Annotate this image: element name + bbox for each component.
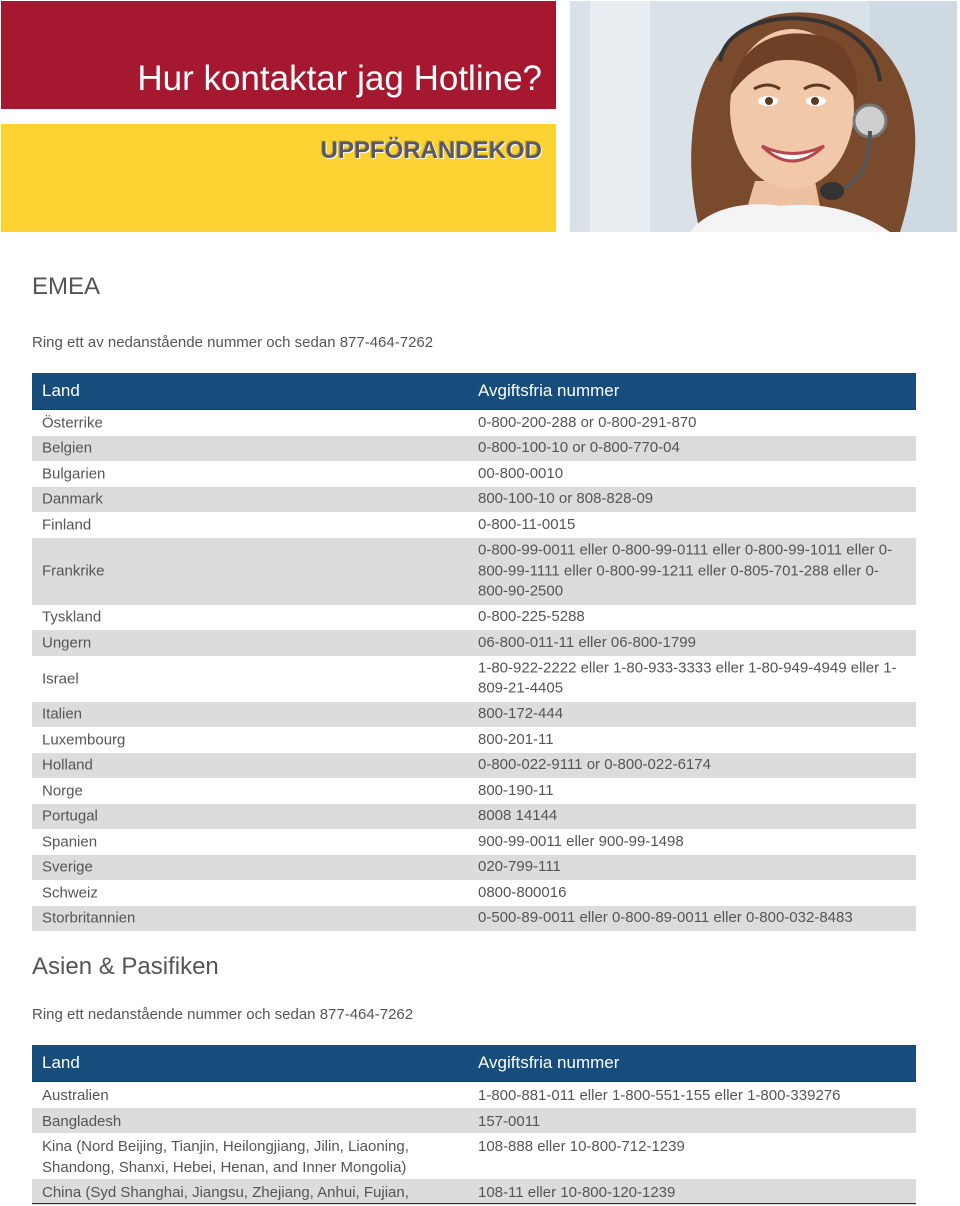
table-row: [32, 1082, 916, 1108]
table-row: [32, 512, 916, 538]
country-cell: Belgien: [42, 439, 93, 457]
toll-free-number-cell: 108-11 eller 10-800-120-1239: [478, 1184, 676, 1201]
toll-free-number-cell: 1-80-922-2222 eller 1-80-933-3333 eller 1-80-949-4949 eller 1-809-21-4405: [478, 659, 897, 697]
column-header-number: Avgiftsfria nummer: [478, 1053, 620, 1072]
country-cell: Sverige: [42, 858, 93, 876]
column-header-country: Land: [42, 1053, 80, 1072]
table-row: [32, 605, 916, 631]
country-cell: Portugal: [42, 807, 98, 825]
country-cell: Australien: [42, 1087, 109, 1104]
table-row: [32, 753, 916, 779]
table-row: [32, 880, 916, 906]
country-cell: Italien: [42, 705, 83, 723]
toll-free-number-cell: 0-800-100-10 or 0-800-770-04: [478, 439, 680, 456]
toll-free-number-cell: 00-800-0010: [478, 464, 564, 482]
toll-free-number-cell: 0-500-89-0011 eller 0-800-89-0011 eller 0-800-032-8483: [478, 909, 853, 926]
table-row: [32, 906, 916, 932]
code-of-conduct-label: UPPFÖRANDEKOD: [320, 137, 542, 164]
emea-table-header: [32, 373, 916, 410]
country-cell: Ungern: [42, 634, 92, 652]
apac-table-header: [32, 1045, 916, 1082]
table-row: [32, 461, 916, 487]
country-cell: Luxembourg: [42, 731, 126, 749]
table-row: [32, 855, 916, 881]
page-title: Hur kontaktar jag Hotline?: [137, 59, 542, 98]
table-row: [32, 1108, 916, 1134]
toll-free-number-cell: 800-190-11: [478, 781, 554, 799]
toll-free-number-cell: 800-100-10 or 808-828-09: [478, 490, 654, 507]
country-cell: Norge: [42, 782, 83, 800]
country-cell: Israel: [42, 670, 79, 687]
toll-free-number-cell: 800-172-444: [478, 705, 564, 722]
toll-free-number-cell: 0-800-200-288 or 0-800-291-870: [478, 413, 697, 431]
emea-table: [32, 373, 916, 931]
support-agent-photo: [570, 1, 957, 232]
table-row: [32, 727, 916, 753]
country-cell: Tyskland: [42, 608, 102, 626]
apac-table-body: [32, 1082, 916, 1205]
table-row: [32, 656, 916, 702]
toll-free-number-cell: 1-800-881-011 eller 1-800-551-155 eller 1-800-339276: [478, 1087, 841, 1104]
country-cell: Spanien: [42, 833, 98, 851]
toll-free-number-cell: 0-800-99-0011 eller 0-800-99-0111 eller 0-800-99-1011 eller 0-800-99-1111 eller 0-800-99-1211 eller 0-805-701-288 eller 0-800-90-2500: [478, 541, 893, 600]
apac-table: [32, 1045, 916, 1205]
country-cell: Bangladesh: [42, 1112, 122, 1130]
table-row: [32, 410, 916, 436]
table-row: [32, 1179, 916, 1205]
table-row: [32, 538, 916, 605]
emea-section-title: EMEA: [32, 273, 101, 300]
country-cell: Storbritannien: [42, 909, 136, 927]
column-header-country: Land: [42, 381, 80, 400]
table-row: [32, 436, 916, 462]
table-row: [32, 702, 916, 728]
table-row: [32, 829, 916, 855]
toll-free-number-cell: 0-800-11-0015: [478, 515, 576, 533]
apac-section-title: Asien & Pasifiken: [32, 953, 219, 980]
country-cell: Österrike: [42, 414, 103, 432]
toll-free-number-cell: 06-800-011-11 eller 06-800-1799: [478, 633, 696, 651]
header-red-banner: [1, 1, 556, 109]
country-cell: Danmark: [42, 490, 103, 508]
toll-free-number-cell: 020-799-111: [478, 858, 561, 875]
toll-free-number-cell: 0-800-225-5288: [478, 608, 585, 625]
country-cell: China (Syd Shanghai, Jiangsu, Zhejiang, Anhui, Fujian,: [42, 1184, 409, 1201]
table-row: [32, 1133, 916, 1179]
toll-free-number-cell: 108-888 eller 10-800-712-1239: [478, 1138, 685, 1155]
column-header-number: Avgiftsfria nummer: [478, 381, 620, 400]
toll-free-number-cell: 900-99-0011 eller 900-99-1498: [478, 832, 684, 850]
toll-free-number-cell: 800-201-11: [478, 730, 554, 748]
table-row: [32, 487, 916, 513]
country-cell: Schweiz: [42, 884, 98, 902]
toll-free-number-cell: 0-800-022-9111 or 0-800-022-6174: [478, 756, 711, 773]
country-cell: Bulgarien: [42, 465, 106, 483]
country-cell: Kina (Nord Beijing, Tianjin, Heilongjiang, Jilin, Liaoning, Shandong, Shanxi, Hebei, Henan, and Inner Mongolia): [42, 1138, 409, 1176]
table-bottom-border: [32, 1203, 916, 1204]
toll-free-number-cell: 8008 14144: [478, 807, 558, 824]
country-cell: Frankrike: [42, 562, 105, 580]
apac-instruction: Ring ett nedanstående nummer och sedan 877-464-7262: [32, 1006, 414, 1023]
table-row: [32, 630, 916, 656]
header-yellow-banner: [1, 124, 556, 232]
toll-free-number-cell: 0800-800016: [478, 883, 567, 901]
country-cell: Holland: [42, 756, 93, 774]
toll-free-number-cell: 157-0011: [478, 1112, 541, 1130]
country-cell: Finland: [42, 516, 92, 534]
table-row: [32, 804, 916, 830]
emea-instruction: Ring ett av nedanstående nummer och sedan 877-464-7262: [32, 334, 434, 351]
emea-table-body: [32, 410, 916, 931]
table-row: [32, 778, 916, 804]
